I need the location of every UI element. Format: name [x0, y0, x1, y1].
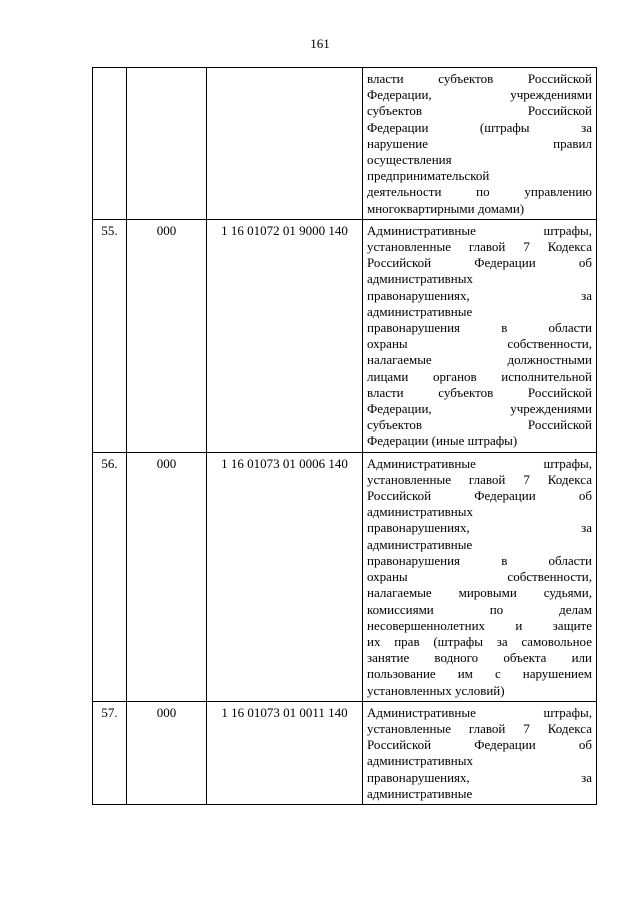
description-line: пользование им с нарушением [367, 666, 592, 682]
description-line: их прав (штрафы за самовольное [367, 633, 592, 649]
description-line: субъектов Российской [367, 417, 592, 433]
table-body [93, 68, 597, 805]
description-line: несовершеннолетних и защите [367, 617, 592, 633]
description-line: правонарушения в области [367, 320, 592, 336]
description-line: нарушение правил [367, 135, 592, 151]
description-line: правонарушениях, за [367, 287, 592, 303]
description-line: Административные штрафы, [367, 704, 592, 720]
description-line: власти субъектов Российской [367, 384, 592, 400]
description-line: налагаемые должностными [367, 352, 592, 368]
admin-code: 000 [127, 701, 207, 804]
description-line: правонарушениях, за [367, 520, 592, 536]
description-line: комиссиями по делам [367, 601, 592, 617]
row-number: 55. [93, 219, 127, 452]
description-line: охраны собственности, [367, 569, 592, 585]
admin-code: 000 [127, 219, 207, 452]
table-row [93, 701, 597, 804]
description-line: субъектов Российской [367, 103, 592, 119]
description-line: административных [367, 271, 473, 287]
description-line: многоквартирными домами) [367, 200, 525, 216]
description-line: административные [367, 785, 473, 801]
description-line: административные [367, 303, 473, 319]
description-line: Административные штрафы, [367, 455, 592, 471]
budget-classification-code: 1 16 01073 01 0011 140 [207, 701, 363, 804]
description-cell [363, 701, 597, 804]
description-line: охраны собственности, [367, 336, 592, 352]
description-line: Российской Федерации об [367, 737, 592, 753]
budget-classification-code: 1 16 01073 01 0006 140 [207, 452, 363, 701]
row-number: 56. [93, 452, 127, 701]
description-cell [363, 452, 597, 701]
description-line: лицами органов исполнительной [367, 368, 592, 384]
row-number [93, 68, 127, 220]
description-cell [363, 219, 597, 452]
description-line: административные [367, 536, 473, 552]
description-line: Российской Федерации об [367, 255, 592, 271]
row-number: 57. [93, 701, 127, 804]
admin-code [127, 68, 207, 220]
budget-classification-code [207, 68, 363, 220]
description-line: установленные главой 7 Кодекса [367, 239, 592, 255]
description-line: деятельности по управлению [367, 184, 592, 200]
description-cell [363, 68, 597, 220]
description-line: Федерации, учреждениями [367, 87, 592, 103]
description-line: Федерации (иные штрафы) [367, 433, 518, 449]
budget-codes-table [92, 67, 597, 805]
description-line: Федерации (штрафы за [367, 119, 592, 135]
admin-code: 000 [127, 452, 207, 701]
table-row [93, 219, 597, 452]
table-row [93, 68, 597, 220]
page-number: 161 [310, 36, 330, 51]
description-line: установленных условий) [367, 682, 505, 698]
description-line: власти субъектов Российской [367, 71, 592, 86]
description-line: правонарушениях, за [367, 769, 592, 785]
description-line: административных [367, 753, 473, 769]
description-line: Административные штрафы, [367, 222, 592, 238]
description-line: административных [367, 504, 473, 520]
description-line: установленные главой 7 Кодекса [367, 720, 592, 736]
budget-classification-code: 1 16 01072 01 9000 140 [207, 219, 363, 452]
description-line: налагаемые мировыми судьями, [367, 585, 592, 601]
description-line: осуществления [367, 152, 452, 168]
description-line: Федерации, учреждениями [367, 401, 592, 417]
description-line: Российской Федерации об [367, 488, 592, 504]
description-line: предпринимательской [367, 168, 490, 184]
description-line: занятие водного объекта или [367, 650, 592, 666]
description-line: правонарушения в области [367, 552, 592, 568]
description-line: установленные главой 7 Кодекса [367, 471, 592, 487]
table-row [93, 452, 597, 701]
